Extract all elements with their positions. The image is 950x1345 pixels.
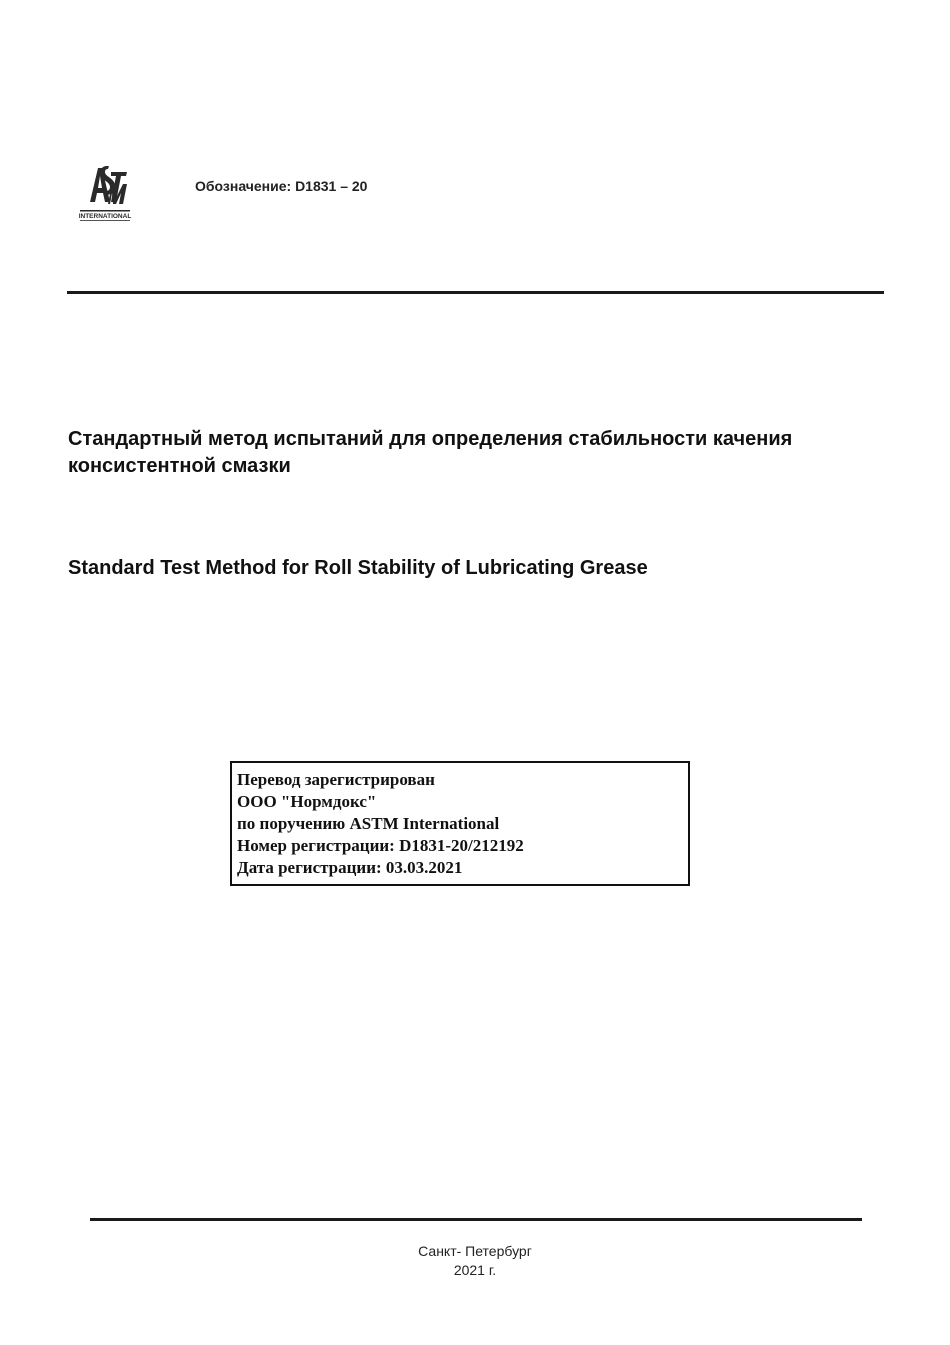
title-russian: Стандартный метод испытаний для определения стабильности качения консистентной смазки	[68, 428, 793, 477]
footer-city: Санкт- Петербург	[418, 1243, 532, 1259]
footer-year: 2021 г.	[453, 1262, 497, 1278]
registration-line: ООО "Нормдокс"	[237, 792, 377, 811]
document-designation: Обозначение: D1831 – 20	[195, 178, 368, 194]
registration-line: по поручению ASTM International	[237, 814, 500, 833]
registration-number: Номер регистрации: D1831-20/212192	[237, 836, 524, 855]
footer-divider	[90, 1218, 862, 1221]
registration-line: Перевод зарегистрирован	[237, 770, 435, 789]
registration-date: Дата регистрации: 03.03.2021	[237, 858, 463, 877]
header-divider	[67, 291, 884, 294]
astm-logo-icon	[78, 162, 134, 224]
title-english: Standard Test Method for Roll Stability of Lubricating Grease	[68, 557, 648, 579]
logo-text: INTERNATIONAL	[78, 213, 132, 220]
registration-box	[230, 761, 690, 886]
